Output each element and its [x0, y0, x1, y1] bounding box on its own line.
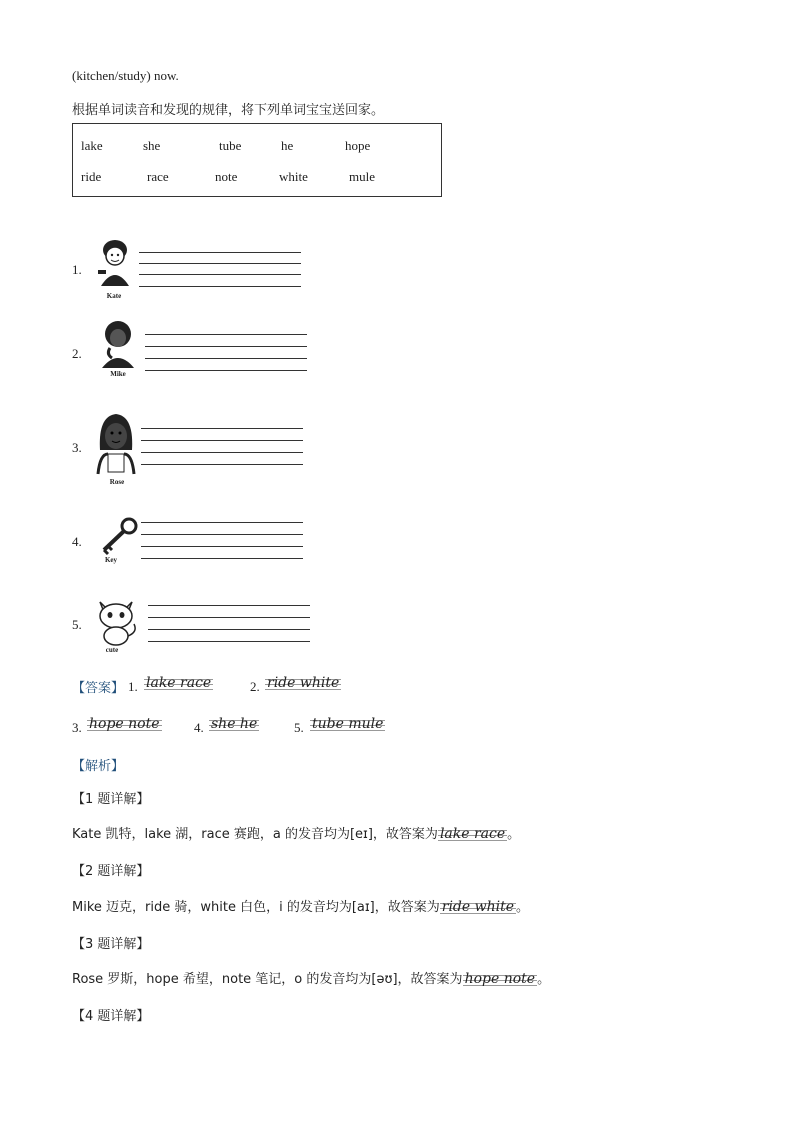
- word: he: [281, 138, 294, 153]
- detail-line: [72, 896, 529, 915]
- detail-end: 。: [537, 972, 551, 987]
- item-caption: Key: [104, 556, 118, 564]
- item-caption: cute: [105, 646, 119, 654]
- answer-number: 2.: [250, 679, 260, 694]
- word: she: [143, 138, 161, 153]
- item-caption: Kate: [106, 292, 122, 300]
- answer-number: 3.: [72, 720, 82, 735]
- detail-text: Rose 罗斯，hope 希望，note 笔记，o 的发音均为[əʊ]，故答案为: [72, 972, 463, 987]
- instruction: 根据单词读音和发现的规律，将下列单词宝宝送回家。: [72, 103, 385, 118]
- word: hope: [345, 138, 371, 153]
- key-icon: [98, 516, 140, 556]
- answer-text: she he: [211, 716, 258, 732]
- writing-lines: [141, 522, 303, 558]
- detail-end: 。: [507, 827, 521, 842]
- detail-answer: hope note: [464, 971, 536, 987]
- detail-end: 。: [516, 900, 530, 915]
- answer-text: ride white: [267, 675, 340, 691]
- detail-heading: 【4 题详解】: [72, 1009, 150, 1024]
- answer-label: 【答案】: [72, 681, 125, 696]
- rose-figure-icon: [94, 410, 138, 476]
- item-number: 1.: [72, 262, 82, 277]
- detail-answer: lake race: [439, 826, 506, 842]
- answer-text: hope note: [89, 716, 160, 732]
- detail-heading: 【3 题详解】: [72, 937, 150, 952]
- mike-figure-icon: [96, 318, 138, 370]
- word: lake: [81, 138, 103, 153]
- answer-number: 4.: [194, 720, 204, 735]
- item-number: 5.: [72, 617, 82, 632]
- item-number: 4.: [72, 534, 82, 549]
- writing-lines: [148, 605, 310, 641]
- detail-text: Kate 凯特，lake 湖，race 赛跑，a 的发音均为[eɪ]，故答案为: [72, 827, 438, 842]
- detail-line: [72, 823, 520, 842]
- item-number: 3.: [72, 440, 82, 455]
- answer-text: lake race: [146, 675, 212, 691]
- answer-text: tube mule: [312, 716, 384, 732]
- word: white: [279, 169, 308, 184]
- kate-figure-icon: [94, 234, 136, 290]
- item-caption: Mike: [110, 370, 126, 378]
- item-number: 2.: [72, 346, 82, 361]
- answer-number: 1.: [128, 679, 138, 694]
- word: race: [147, 169, 169, 184]
- detail-heading: 【1 题详解】: [72, 792, 150, 807]
- detail-answer: ride white: [441, 899, 515, 915]
- word: note: [215, 169, 238, 184]
- word-box: [72, 123, 442, 197]
- writing-lines: [141, 428, 303, 464]
- answer-number: 5.: [294, 720, 304, 735]
- analysis-label: 【解析】: [72, 759, 125, 774]
- detail-heading: 【2 题详解】: [72, 864, 150, 879]
- word: mule: [349, 169, 375, 184]
- writing-lines: [139, 252, 301, 288]
- cat-figure-icon: [92, 596, 140, 648]
- detail-text: Mike 迈克，ride 骑，white 白色，i 的发音均为[aɪ]，故答案为: [72, 900, 440, 915]
- detail-line: [72, 968, 550, 987]
- writing-lines: [145, 334, 307, 370]
- word: ride: [81, 169, 102, 184]
- item-caption: Rose: [109, 478, 125, 486]
- word: tube: [219, 138, 242, 153]
- top-line: (kitchen/study) now.: [72, 68, 179, 83]
